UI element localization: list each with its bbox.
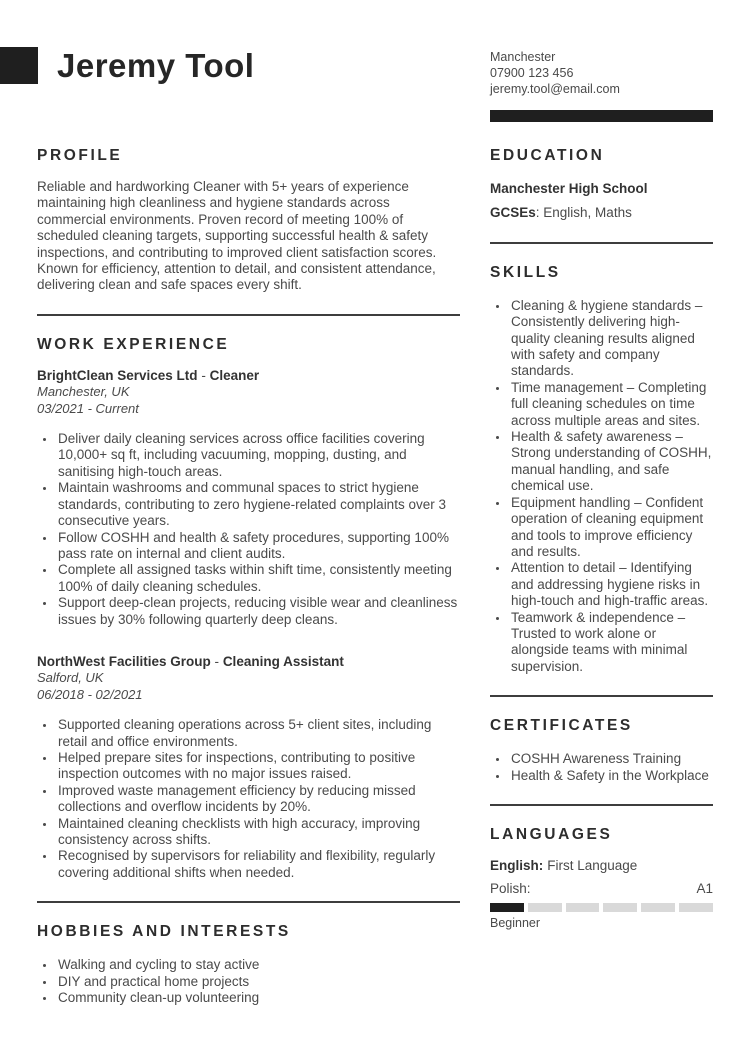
job-company: BrightClean Services Ltd [37, 367, 198, 383]
accent-bar [490, 110, 713, 122]
column-gap [460, 147, 490, 1006]
contact-email: jeremy.tool@email.com [490, 82, 620, 96]
qualification-label: GCSEs [490, 205, 536, 221]
profile-text: Reliable and hardworking Cleaner with 5+ years of experience maintaining high cleanliness and hygiene standards across commercial environments. Proven record of meeting 100% of scheduled cleaning targets, supporting successful health & safety inspections, and contributing to improved client satisfaction scores. Known for efficiency, attention to detail, and consistent attendance, delivering clean and safe spaces every shift. [37, 179, 437, 293]
contact-block [490, 47, 713, 122]
job-location: Manchester, UK [37, 384, 130, 400]
job-bullet-list [37, 431, 460, 628]
job-role: Cleaning Assistant [222, 653, 344, 669]
skills-section [490, 264, 713, 675]
language-second-row [490, 881, 713, 897]
hobbies-list [37, 957, 460, 1006]
job-bullet: • Helped prepare sites for inspections, contributing to positive inspection outcomes with no major issues raised. [56, 750, 460, 783]
job-dates: 06/2018 - 02/2021 [37, 686, 143, 702]
hobbies-heading: HOBBIES AND INTERESTS [37, 923, 291, 941]
education-qualification [490, 205, 713, 221]
skill-item: • Cleaning & hygiene standards – Consistently delivering high-quality cleaning results aligned with safety and company standards. [509, 298, 713, 380]
header [0, 0, 750, 122]
skill-item: • Time management – Completing full cleaning schedules on time across multiple areas and sites. [509, 380, 713, 429]
language-level-code: A1 [696, 881, 713, 897]
job-title-separator: - [214, 653, 220, 669]
skill-item: • Teamwork & independence – Trusted to work alone or alongside teams with minimal supervision. [509, 610, 713, 676]
job-entry [37, 368, 460, 628]
level-segment-empty [528, 903, 562, 912]
profile-heading: PROFILE [37, 147, 123, 164]
skills-list [490, 298, 713, 675]
job-title-separator: - [201, 367, 206, 383]
divider [490, 242, 713, 244]
job-company: NorthWest Facilities Group [37, 653, 211, 669]
left-column [37, 147, 460, 1006]
hobby-item: • Walking and cycling to stay active [56, 957, 460, 973]
certificate-item: • COSHH Awareness Training [509, 751, 713, 767]
level-segment-empty [566, 903, 600, 912]
certificate-item: • Health & Safety in the Workplace [509, 768, 713, 784]
job-title [37, 368, 460, 384]
language-value: First Language [547, 857, 638, 873]
content-columns [0, 147, 750, 1006]
polish-level-bar [490, 903, 713, 912]
skill-item: • Health & safety awareness – Strong understanding of COSHH, manual handling, and safe chemical use. [509, 429, 713, 495]
divider [37, 901, 460, 903]
languages-heading: LANGUAGES [490, 825, 613, 843]
level-segment-empty [603, 903, 637, 912]
job-bullet: • Recognised by supervisors for reliability and flexibility, regularly covering additional shifts when needed. [56, 848, 460, 881]
contact-phone: 07900 123 456 [490, 66, 574, 80]
job-title [37, 654, 460, 670]
job-location: Salford, UK [37, 670, 104, 686]
education-section [490, 147, 713, 222]
divider [37, 314, 460, 316]
language-level-name: Beginner [490, 915, 541, 930]
certificates-list [490, 751, 713, 784]
languages-section [490, 826, 713, 931]
hobby-item: • Community clean-up volunteering [56, 990, 460, 1006]
job-bullet: • Support deep-clean projects, reducing visible wear and cleanliness issues by 30% following quarterly deep cleans. [56, 595, 460, 628]
level-segment-empty [679, 903, 713, 912]
language-first [490, 858, 713, 874]
candidate-name: Jeremy Tool [57, 47, 255, 84]
education-school: Manchester High School [490, 181, 648, 196]
header-name-block [0, 47, 490, 84]
job-bullet: • Maintain washrooms and communal spaces to strict hygiene standards, contributing to zero hygiene-related complaints over 3 consecutive years. [56, 480, 460, 529]
divider [490, 804, 713, 806]
job-bullet: • Deliver daily cleaning services across office facilities covering 10,000+ sq ft, including vacuuming, mopping, dusting, and sanitising high-touch areas. [56, 431, 460, 480]
contact-location: Manchester [490, 50, 556, 64]
profile-section [37, 147, 460, 294]
job-entry [37, 654, 460, 881]
language-label: English: [490, 857, 544, 873]
education-heading: EDUCATION [490, 147, 605, 164]
accent-square [0, 47, 38, 84]
level-segment-filled [490, 903, 524, 912]
work-experience-section [37, 336, 460, 881]
job-bullet: • Follow COSHH and health & safety procedures, supporting 100% pass rate on internal and client audits. [56, 530, 460, 563]
job-dates: 03/2021 - Current [37, 400, 139, 416]
language-label: Polish: [490, 881, 531, 897]
hobbies-section [37, 923, 460, 1006]
job-bullet: • Improved waste management efficiency by reducing missed collections and overflow incidents by 20%. [56, 783, 460, 816]
hobby-item: • DIY and practical home projects [56, 974, 460, 990]
certificates-heading: CERTIFICATES [490, 717, 633, 735]
work-experience-heading: WORK EXPERIENCE [37, 335, 230, 353]
job-bullet: • Complete all assigned tasks within shift time, consistently meeting 100% of daily cleaning schedules. [56, 562, 460, 595]
skill-item: • Equipment handling – Confident operation of cleaning equipment and tools to improve efficiency and results. [509, 495, 713, 561]
qualification-value: : English, Maths [535, 205, 632, 221]
skill-item: • Attention to detail – Identifying and addressing hygiene risks in high-touch and high-traffic areas. [509, 560, 713, 609]
job-bullet: • Supported cleaning operations across 5+ client sites, including retail and office environments. [56, 717, 460, 750]
level-segment-empty [641, 903, 675, 912]
job-bullet: • Maintained cleaning checklists with high accuracy, improving consistency across shifts. [56, 816, 460, 849]
divider [490, 695, 713, 697]
job-bullet-list [37, 717, 460, 881]
right-column [490, 147, 713, 1006]
skills-heading: SKILLS [490, 263, 561, 281]
job-role: Cleaner [209, 367, 260, 383]
certificates-section [490, 717, 713, 784]
